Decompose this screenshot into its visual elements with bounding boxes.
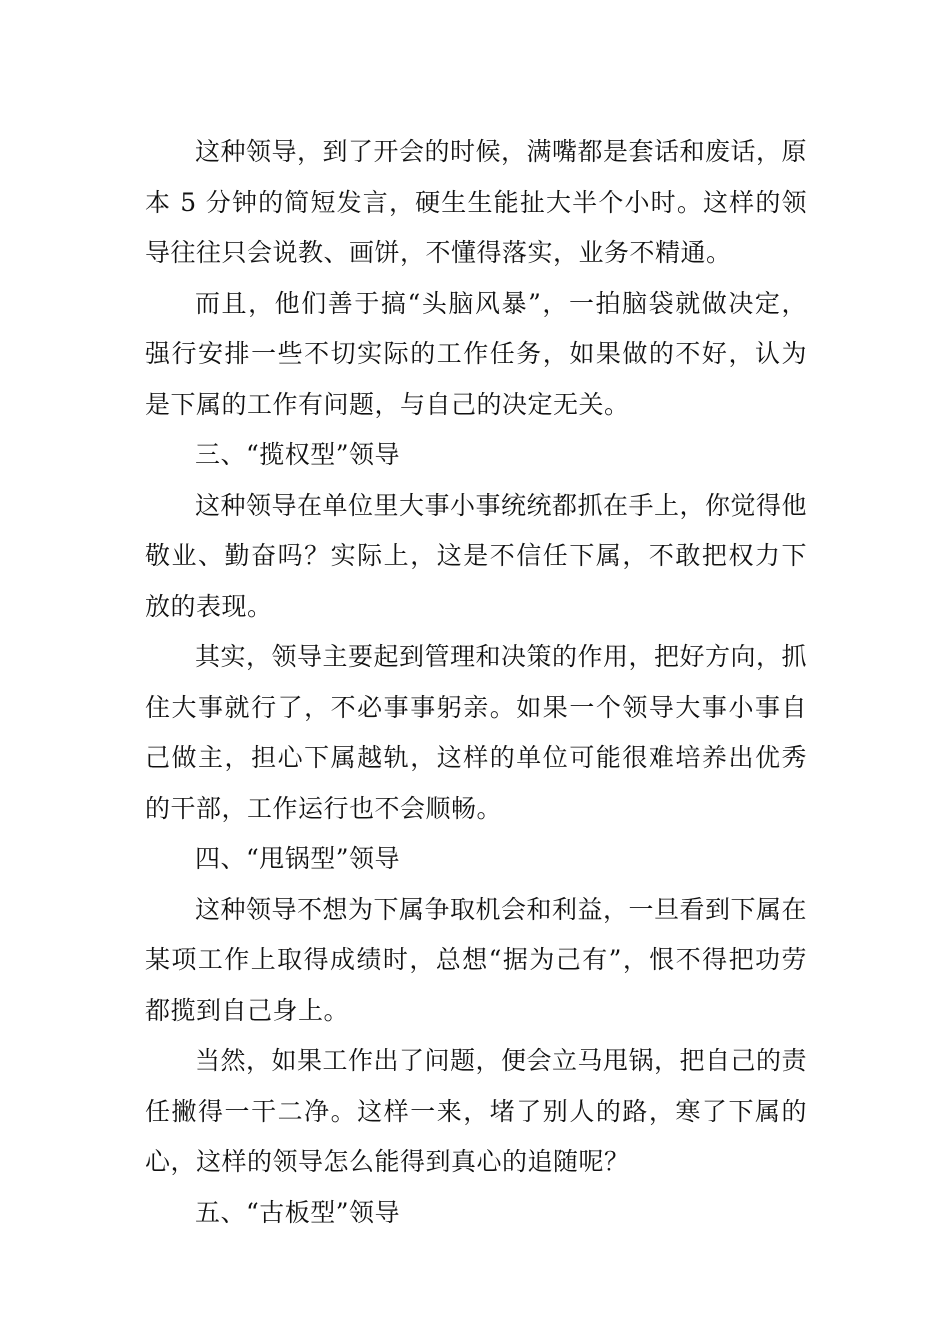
document-body: [145, 127, 807, 1238]
paragraph-power-grabbing: 这种领导在单位里大事小事统统都抓在手上，你觉得他敬业、勤奋吗？实际上，这是不信任下属，不敢把权力下放的表现。: [145, 490, 808, 621]
paragraph-blame-shifting: 当然，如果工作出了问题，便会立马甩锅，把自己的责任撇得一干二净。这样一来，堵了别人的路，寒了下属的心，这样的领导怎么能得到真心的追随呢？: [145, 1046, 808, 1176]
section-heading-3: 三、“揽权型”领导: [195, 440, 401, 469]
paragraph-empty-talk: 这种领导，到了开会的时候，满嘴都是套话和废话，原本 5 分钟的简短发言，硬生生能扯大半个小时。这样的领导往往只会说教、画饼，不懂得落实，业务不精通。: [145, 137, 808, 267]
paragraph-credit-taking: 这种领导不想为下属争取机会和利益，一旦看到下属在某项工作上取得成绩时，总想“据为己有”，恨不得把功劳都揽到自己身上。: [145, 894, 808, 1025]
paragraph-management-role: 其实，领导主要起到管理和决策的作用，把好方向，抓住大事就行了，不必事事躬亲。如果一个领导大事小事自己做主，担心下属越轨，这样的单位可能很难培养出优秀的干部，工作运行也不会顺畅。: [145, 642, 808, 823]
section-heading-5: 五、“古板型”领导: [195, 1197, 401, 1227]
section-heading-4: 四、“甩锅型”领导: [195, 844, 401, 873]
paragraph-brainstorm: 而且，他们善于搞“头脑风暴”，一拍脑袋就做决定，强行安排一些不切实际的工作任务，如果做的不好，认为是下属的工作有问题，与自己的决定无关。: [145, 288, 807, 419]
